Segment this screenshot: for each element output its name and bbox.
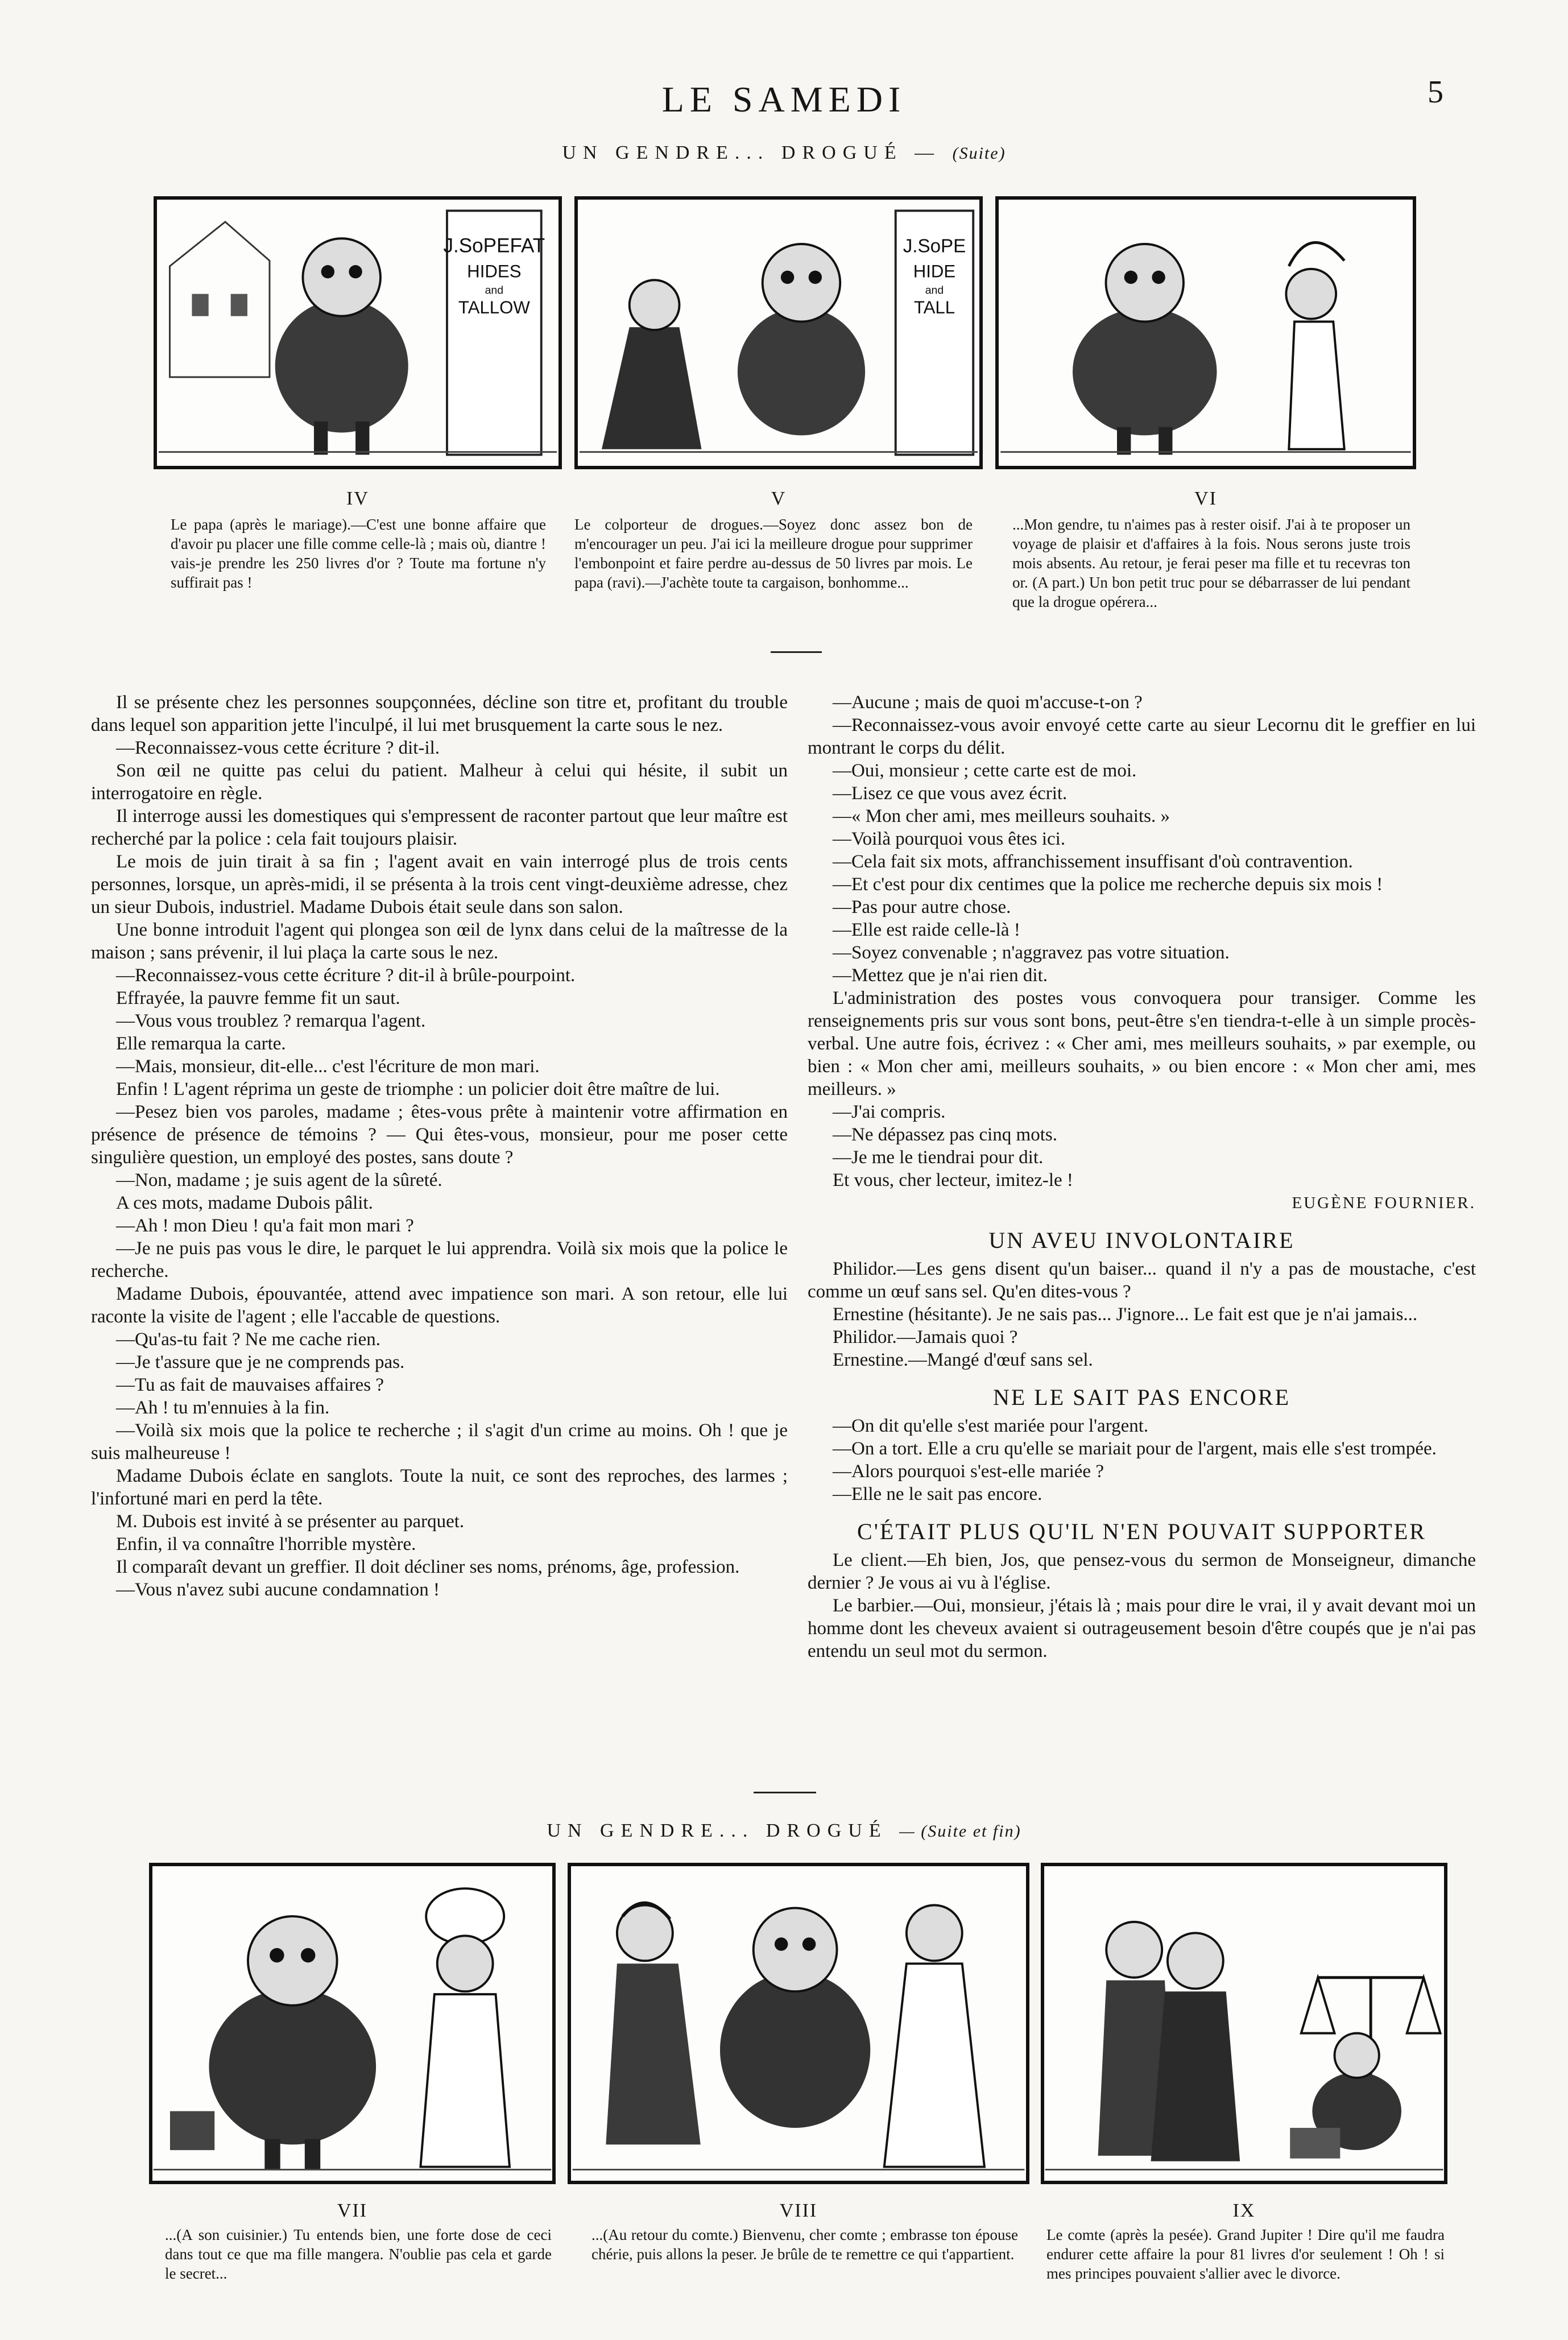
story-paragraph: —Non, madame ; je suis agent de la sûreté. <box>116 1170 442 1190</box>
anecdote-line: —On a tort. Elle a cru qu'elle se mariait pour de l'argent, mais elle s'est trompée. <box>833 1438 1437 1459</box>
sign5-text-3: and <box>925 284 944 297</box>
story-paragraph: Le mois de juin tirait à sa fin ; l'agent avait en vain interrogé plus de trois cents personnes, lorsque, un après-midi, il se présenta à la trois cent vingt-deuxième adresse, chez un sieur Dubois, industriel. Madame Dubois était seule dans son salon. <box>91 851 788 917</box>
story-paragraph: Madame Dubois, épouvantée, attend avec impatience son mari. A son retour, elle lui raconte la visite de l'agent ; elle l'accable de questions. <box>91 1284 788 1327</box>
panel-caption-viii: ...(Au retour du comte.) Bienvenu, cher comte ; embrasse ton épouse chérie, puis allons la peser. Je brûle de te remettre ce qui t'appartient. <box>591 2226 1018 2263</box>
newspaper-title: LE SAMEDI <box>661 79 907 119</box>
sign5-text-2: HIDE <box>913 261 956 282</box>
story-paragraph: Et vous, cher lecteur, imitez-le ! <box>833 1170 1073 1190</box>
panel-number-vi: VI <box>1194 488 1217 509</box>
author-signature: EUGÈNE FOURNIER. <box>1292 1194 1476 1212</box>
panel-caption-iv: Le papa (après le mariage).—C'est une bonne affaire que d'avoir pu placer une fille comme celle-là ; mais où, diantre ! vais-je prendre les 250 livres d'or ? Toute ma fortune n'y suffirait pas ! <box>171 516 546 591</box>
story-paragraph: Effrayée, la pauvre femme fit un saut. <box>116 988 400 1008</box>
story-paragraph: —Pesez bien vos paroles, madame ; êtes-vous prête à maintenir votre affirmation en présence de présence de témoins ? — Qui êtes-vous, monsieur, pour me poser cette singulière question, un employé des postes, sans doute ? <box>91 1102 788 1168</box>
story-paragraph: Une bonne introduit l'agent qui plongea son œil de lynx dans celui de la maîtresse de la maison ; sans prévenir, il lui plaça la carte sous le nez. <box>91 920 788 963</box>
comic-panel-v <box>574 196 983 469</box>
story-paragraph: —Vous n'avez subi aucune condamnation ! <box>116 1580 440 1600</box>
story-paragraph: Il comparaît devant un greffier. Il doit décliner ses noms, prénoms, âge, profession. <box>116 1557 740 1577</box>
story-paragraph: —Je t'assure que je ne comprends pas. <box>116 1352 405 1372</box>
series-title-top-text: UN GENDRE... DROGUÉ — <box>562 142 941 163</box>
story-paragraph: —Ah ! tu m'ennuies à la fin. <box>116 1398 330 1418</box>
panel-iv-illustration <box>157 200 558 466</box>
story-paragraph: —Je me le tiendrai pour dit. <box>833 1147 1044 1168</box>
panel-caption-ix: Le comte (après la pesée). Grand Jupiter ! Dire qu'il me faudra endurer cette affaire la pour 81 livres d'or seulement ! Oh ! si mes principes pouvaient s'allier avec le divorce. <box>1046 2226 1445 2282</box>
panel-number-viii: VIII <box>779 2200 818 2221</box>
story-paragraph: —J'ai compris. <box>833 1102 946 1122</box>
sign-text-3: and <box>485 284 504 297</box>
sign5-text-4: TALL <box>913 297 955 317</box>
sign-text-2: HIDES <box>467 261 522 282</box>
comic-panel-viii <box>568 1863 1029 2184</box>
short-rule <box>754 1792 816 1793</box>
story-paragraph: —Voilà pourquoi vous êtes ici. <box>833 829 1066 849</box>
story-paragraph: Elle remarqua la carte. <box>116 1033 286 1054</box>
series-title-bottom <box>0 1820 1568 1842</box>
panel-viii-illustration <box>571 1866 1026 2181</box>
story-paragraph: Son œil ne quitte pas celui du patient. Malheur à celui qui hésite, il subit un interrogatoire en règle. <box>91 760 788 804</box>
story-column-right <box>808 691 1476 1663</box>
story-paragraph: —Et c'est pour dix centimes que la police me recherche depuis six mois ! <box>833 874 1383 895</box>
panel-caption-vi: ...Mon gendre, tu n'aimes pas à rester oisif. J'ai à te proposer un voyage de plaisir et d'affaires à la fois. Nous serons juste trois mois absents. Au retour, je ferai peser ma fille et tu recevras ton or. (A part.) Un bon petit truc pour se débarrasser de lui pendant que la drogue opérera... <box>1012 516 1410 610</box>
story-paragraph: —Pas pour autre chose. <box>833 897 1011 917</box>
section-heading-encore: NE LE SAIT PAS ENCORE <box>992 1384 1291 1410</box>
anecdote-line: —Alors pourquoi s'est-elle mariée ? <box>833 1461 1104 1482</box>
section-heading-supporter: C'ÉTAIT PLUS QU'IL N'EN POUVAIT SUPPORTER <box>857 1519 1426 1544</box>
story-paragraph: —Reconnaissez-vous cette écriture ? dit-il à brûle-pourpoint. <box>116 965 576 986</box>
series-title-top-suffix: (Suite) <box>952 144 1006 163</box>
anecdote-line: Ernestine.—Mangé d'œuf sans sel. <box>833 1350 1093 1370</box>
story-paragraph: —Je ne puis pas vous le dire, le parquet le lui apprendra. Voilà six mois que la police le recherche. <box>91 1238 788 1281</box>
panel-number-iv: IV <box>346 488 369 509</box>
story-paragraph: Madame Dubois éclate en sanglots. Toute la nuit, ce sont des reproches, des larmes ; l'infortuné mari en perd la tête. <box>91 1466 788 1509</box>
story-paragraph: —Qu'as-tu fait ? Ne me cache rien. <box>116 1329 380 1350</box>
panel-number-ix: IX <box>1232 2200 1256 2221</box>
series-title-bottom-text: UN GENDRE... DROGUÉ <box>547 1820 888 1841</box>
story-paragraph: A ces mots, madame Dubois pâlit. <box>116 1193 373 1213</box>
story-paragraph: —Ne dépassez pas cinq mots. <box>833 1124 1057 1145</box>
panel-caption-vii: ...(A son cuisinier.) Tu entends bien, une forte dose de ceci dans tout ce que ma fille mangera. N'oublie pas cela et garde le secret... <box>165 2226 552 2282</box>
panel-ix-illustration <box>1044 1866 1444 2181</box>
story-paragraph: —Mettez que je n'ai rien dit. <box>833 965 1048 986</box>
story-paragraph: —Lisez ce que vous avez écrit. <box>833 783 1068 804</box>
comic-panel-iv <box>154 196 562 469</box>
story-paragraph: —Reconnaissez-vous avoir envoyé cette carte au sieur Lecornu dit le greffier en lui montrant le corps du délit. <box>808 715 1476 758</box>
story-paragraph: —Vous vous troublez ? remarqua l'agent. <box>116 1011 426 1031</box>
anecdote-line: Philidor.—Jamais quoi ? <box>833 1327 1018 1347</box>
story-paragraph: —« Mon cher ami, mes meilleurs souhaits. » <box>833 806 1170 826</box>
short-rule <box>771 651 822 653</box>
story-paragraph: M. Dubois est invité à se présenter au parquet. <box>116 1511 465 1532</box>
comic-panel-vi <box>995 196 1416 469</box>
story-paragraph: —Soyez convenable ; n'aggravez pas votre situation. <box>833 942 1230 963</box>
story-paragraph: Enfin, il va connaître l'horrible mystère. <box>116 1534 416 1555</box>
panel-number-v: V <box>771 488 787 509</box>
story-paragraph: Il interroge aussi les domestiques qui s'empressent de raconter partout que leur maître est recherché par la police : cela fait toujours plaisir. <box>91 806 788 849</box>
story-column-left <box>91 691 788 1601</box>
story-paragraph: —Mais, monsieur, dit-elle... c'est l'écriture de mon mari. <box>116 1056 540 1077</box>
anecdote-line: Philidor.—Les gens disent qu'un baiser... quand il n'y a pas de moustache, c'est comme un œuf sans sel. Qu'en dites-vous ? <box>808 1259 1476 1302</box>
panel-v-illustration <box>578 200 979 466</box>
series-title-bottom-suffix: — (Suite et fin) <box>899 1822 1021 1841</box>
story-paragraph: —Aucune ; mais de quoi m'accuse-t-on ? <box>833 692 1143 713</box>
anecdote-line: Ernestine (hésitante). Je ne sais pas... J'ignore... Le fait est que je n'ai jamais... <box>833 1304 1418 1325</box>
panel-vi-illustration <box>999 200 1413 466</box>
panel-caption-v: Le colporteur de drogues.—Soyez donc assez bon de m'encourager un peu. J'ai ici la meilleure drogue pour supprimer l'embonpoint et faire perdre au-dessus de 50 livres par mois. Le papa (ravi).—J'achète toute ta cargaison, bonhomme... <box>574 516 973 591</box>
anecdote-line: Le barbier.—Oui, monsieur, j'étais là ; mais pour dire le vrai, il y avait devant moi un homme dont les cheveux avaient si outrageusement besoin d'être coupés que je n'ai pas entendu un seul mot du sermon. <box>808 1595 1476 1661</box>
sign-text-1: J.SoPEFAT <box>443 234 545 257</box>
section-heading-aveu: UN AVEU INVOLONTAIRE <box>988 1227 1295 1253</box>
comic-panel-ix <box>1041 1863 1447 2184</box>
anecdote-line: Le client.—Eh bien, Jos, que pensez-vous du sermon de Monseigneur, dimanche dernier ? Je vous ai vu à l'église. <box>808 1550 1476 1593</box>
story-paragraph: —Oui, monsieur ; cette carte est de moi. <box>833 760 1137 781</box>
anecdote-line: —On dit qu'elle s'est mariée pour l'argent. <box>833 1416 1149 1436</box>
story-paragraph: —Elle est raide celle-là ! <box>833 920 1020 940</box>
story-paragraph: L'administration des postes vous convoquera pour transiger. Comme les renseignements pris sur vous sont bons, peut-être s'en tiendra-t-elle à un simple procès-verbal. Une autre fois, écrivez : « Cher ami, mes meilleurs souhaits, » par exemple, ou bien : « Mon cher ami, meilleurs souhaits, » ou bien encore : « Mon cher ami, mes meilleurs. » <box>808 988 1476 1099</box>
series-title-top <box>0 142 1568 164</box>
story-paragraph: —Ah ! mon Dieu ! qu'a fait mon mari ? <box>116 1216 414 1236</box>
sign-text-4: TALLOW <box>458 297 530 317</box>
story-paragraph: —Reconnaissez-vous cette écriture ? dit-il. <box>116 738 440 758</box>
comic-panel-vii <box>149 1863 556 2184</box>
sign5-text-1: J.SoPE <box>903 235 966 257</box>
panel-number-vii: VII <box>337 2200 368 2221</box>
anecdote-line: —Elle ne le sait pas encore. <box>833 1484 1042 1504</box>
story-paragraph: —Cela fait six mots, affranchissement insuffisant d'où contravention. <box>833 851 1353 872</box>
page-number: 5 <box>1428 75 1443 110</box>
story-paragraph: —Voilà six mois que la police te recherche ; il s'agit d'un crime au moins. Oh ! que je suis malheureuse ! <box>91 1420 788 1463</box>
story-paragraph: —Tu as fait de mauvaises affaires ? <box>116 1375 384 1395</box>
story-paragraph: Enfin ! L'agent réprima un geste de triomphe : un policier doit être maître de lui. <box>116 1079 720 1099</box>
story-paragraph: Il se présente chez les personnes soupçonnées, décline son titre et, profitant du trouble dans lequel son apparition jette l'inculpé, il lui met brusquement la carte sous le nez. <box>91 692 788 735</box>
panel-vii-illustration <box>152 1866 552 2181</box>
